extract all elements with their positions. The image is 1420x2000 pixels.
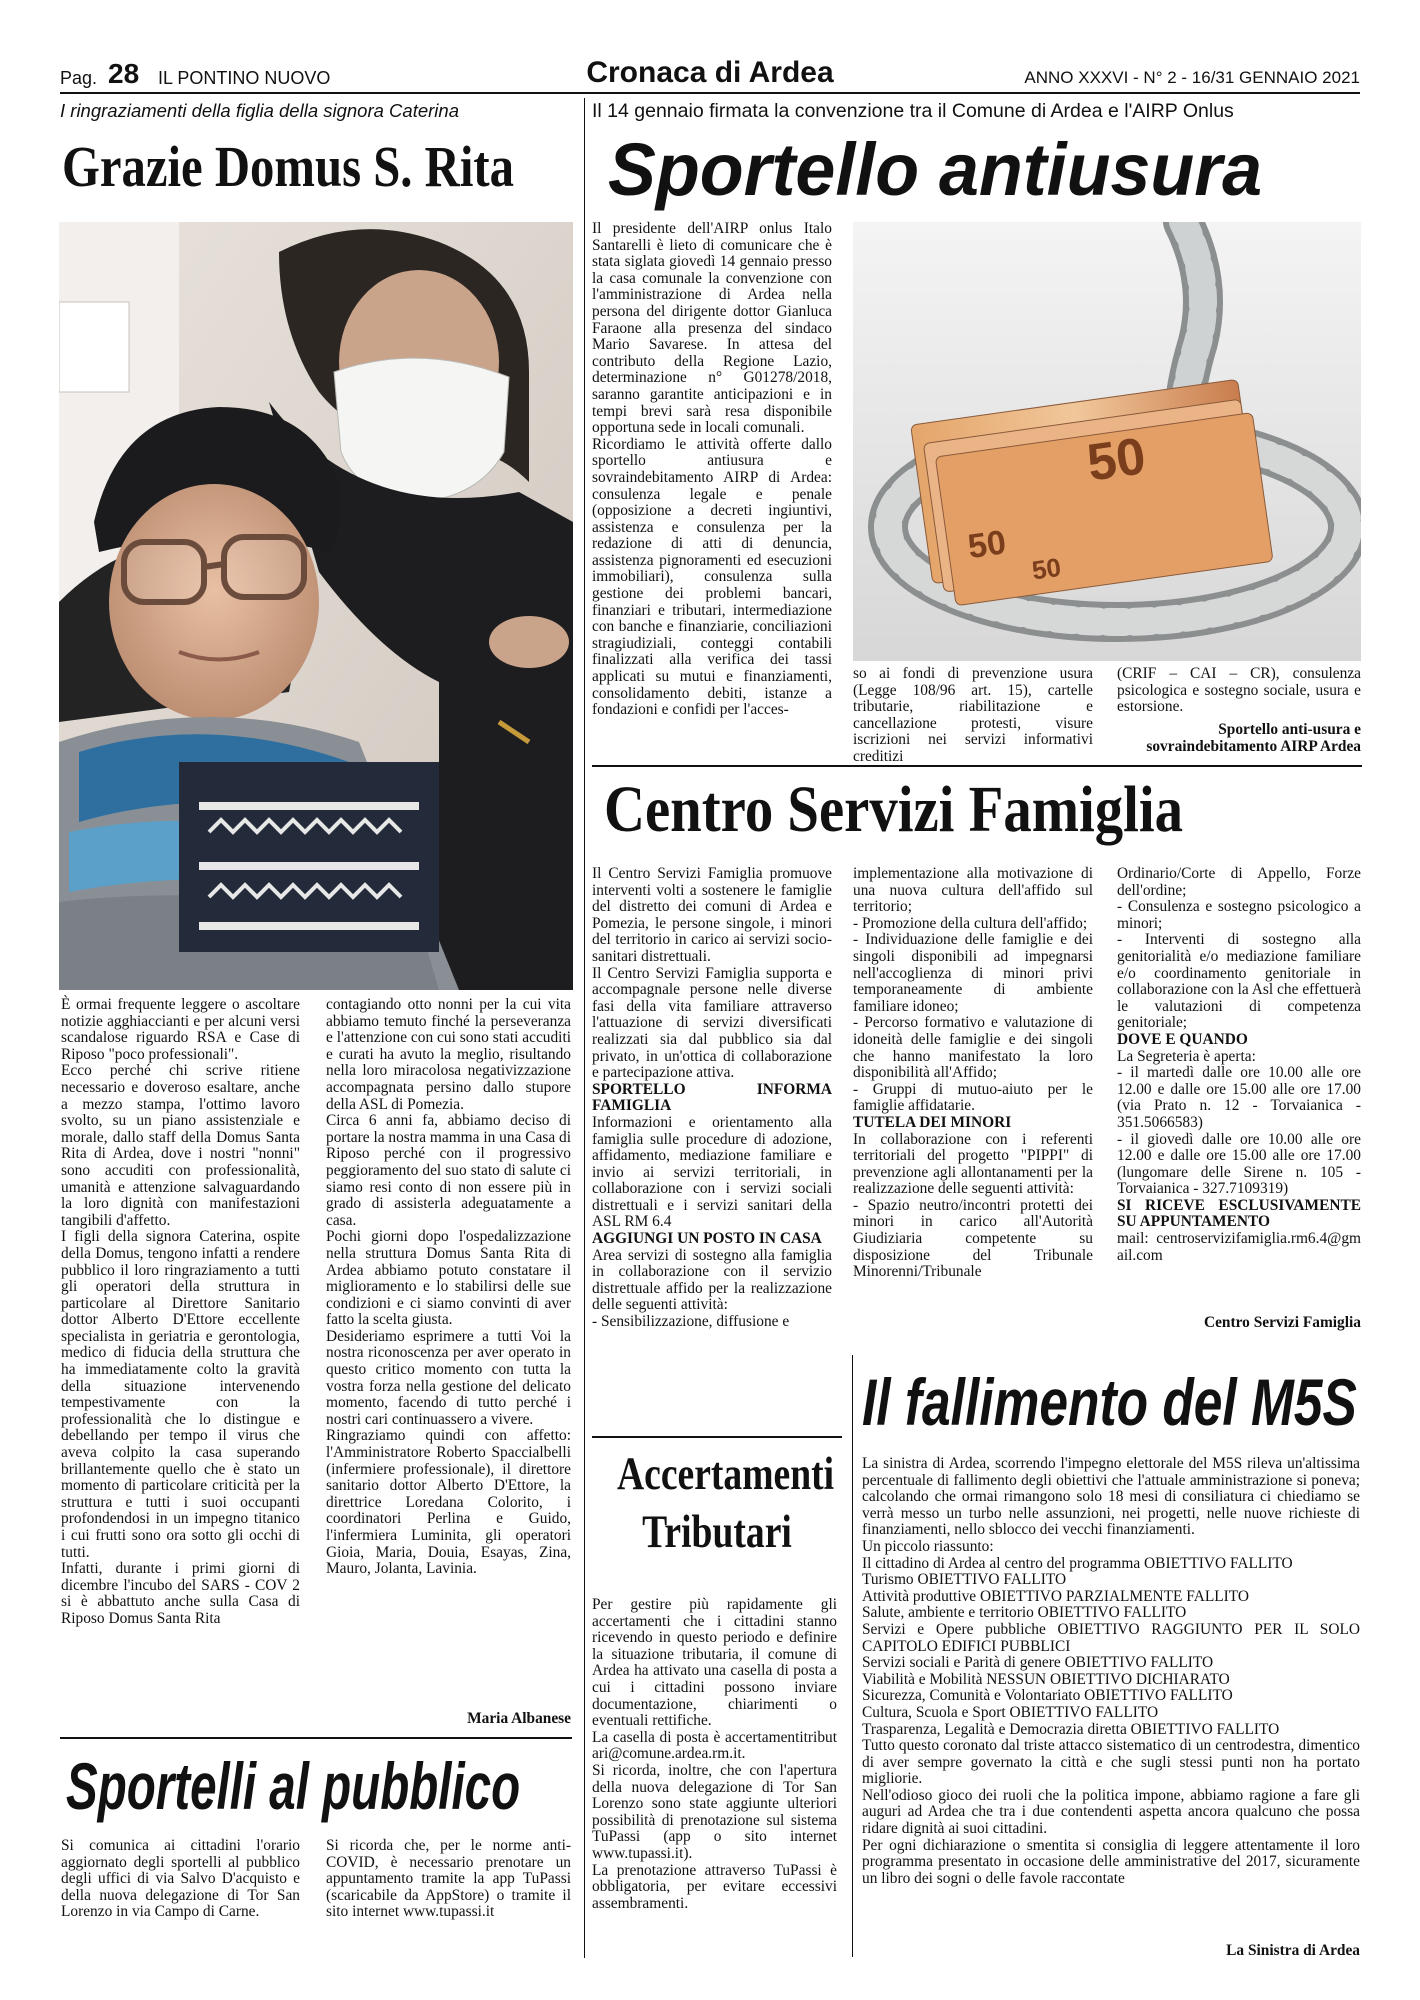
domus-kicker: I ringraziamenti della figlia della signora Caterina	[60, 100, 459, 121]
accertamenti-top-rule	[592, 1436, 842, 1438]
domus-headline	[62, 135, 572, 205]
famiglia-col3-p3: - Interventi di sostegno alla genitorialità e/o mediazione familiare e/o coordinamento genitoriale in collaborazione con la Asl che effettuerà le valutazioni di competenza genitoriale;	[1117, 931, 1361, 1032]
page-label: Pag.	[60, 68, 98, 88]
sportelli-headline-text: Sportelli al pubblico	[66, 1749, 521, 1823]
accertamenti-body	[592, 1597, 837, 1912]
sportelli-col2	[326, 1838, 571, 1921]
famiglia-headline	[604, 773, 1364, 853]
antiusura-headline	[608, 128, 1368, 212]
antiusura-col1-p1: Il presidente dell'AIRP onlus Italo Santarelli è lieto di comunicare che è stata siglata giovedì 14 gennaio presso la casa comunale la convenzione con l'amministrazione di Ardea nella persona del dirigente dottor Gianluca Faraone alla presenza del sindaco Mario Savarese. In attesa del contributo della Regione Lazio, determinazione n° G01278/2018, saranno garantite anticipazioni e in tempi brevi sarà resa disponibile opportuna sede in locali comunali.	[592, 220, 832, 437]
antiusura-photo-image	[853, 222, 1361, 661]
famiglia-col2-p2: - Promozione della cultura dell'affido;	[853, 914, 1088, 932]
domus-signature: Maria Albanese	[467, 1710, 571, 1727]
domus-col1-p2: Ecco perché chi scrive ritiene necessario e doveroso esaltare, anche a mezzo stampa, l'ottimo lavoro svolto, su un piano assistenziale e morale, dallo staff della Domus Santa Rita di Ardea, dove i nostri "nonni" sono accuditi con professionalità, umanità e attenzione salvaguardando la loro dignità con manifestazioni tangibili d'affetto.	[61, 1062, 300, 1229]
famiglia-headline-text: Centro Servizi Famiglia	[604, 773, 1184, 846]
accertamenti-p3: Si ricorda, inoltre, che con l'apertura della nuova delegazione di Tor San Lorenzo sono state aggiunte ulteriori possibilità di prenotazione sul sistema TuPassi (app o sito internet www.tupassi.it).	[592, 1761, 837, 1862]
m5s-left-rule	[852, 1355, 853, 1957]
m5s-headline	[862, 1362, 1362, 1446]
page-number: 28	[108, 58, 140, 89]
famiglia-col1-h1: SPORTELLO INFORMA FAMIGLIA	[592, 1080, 832, 1115]
accertamenti-p4: La prenotazione attraverso TuPassi è obbligatoria, per evitare eccessivi assembramenti.	[592, 1861, 837, 1912]
famiglia-col1-p3: Informazioni e orientamento alla famiglia sulle procedure di adozione, affidamento, mediazione familiare e invio ai servizi territoriali, in collaborazione con i servizi sociali distrettuali e i servizi sanitari della ASL RM 6.4	[592, 1113, 832, 1231]
famiglia-signature: Centro Servizi Famiglia	[1203, 1314, 1361, 1331]
m5s-item-3: Attività produttive OBIETTIVO PARZIALMENTE FALLITO	[862, 1587, 1250, 1605]
domus-photo-image	[59, 222, 573, 990]
m5s-headline-text: Il fallimento del M5S	[862, 1365, 1357, 1439]
antiusura-col2	[853, 666, 1093, 766]
antiusura-col2-p1: so ai fondi di prevenzione usura (Legge 108/96 art. 15), cartelle tributarie, riabilitazione e cancellazione protesti, visure iscrizioni nei servizi informativi creditizi	[853, 665, 1093, 765]
domus-col1-p3: I figli della signora Caterina, ospite della Domus, tengono infatti a rendere pubblico il loro ringraziamento a tutti gli operatori della struttura in particolare al Direttore Sanitario dottor Alberto D'Ettore eccellente specialista in geriatria e gerontologia, medico di fiducia della struttura che ha immediatamente colto la gravità della situazione intervenendo tempestivamente con la professionalità che lo distingue e debellando per tempo il virus che aveva colpito la casa superando brillantemente quello che è stato un momento di particolare criticità per la struttura e tutti i suoi occupanti profondendosi in un impegno titanico i cui frutti sono ora sotto gli occhi di tutti.	[61, 1228, 300, 1561]
m5s-signature: La Sinistra di Ardea	[1226, 1942, 1360, 1959]
antiusura-col1	[592, 221, 832, 719]
famiglia-col1-p1: Il Centro Servizi Famiglia promuove interventi volti a sostenere le famiglie del distretto dei comuni di Ardea e Pomezia, le persone singole, i minori del territorio in carico ai servizi socio-sanitari distrettuali.	[592, 865, 832, 965]
famiglia-col2-p3: - Individuazione delle famiglie e dei singoli disponibili ad impegnarsi nell'accoglienza di minori privi temporaneamente di ambiente familiare idoneo;	[853, 931, 1093, 1015]
page-column-divider	[584, 98, 585, 1958]
banknote-denomination-icon: 50	[1083, 427, 1150, 493]
famiglia-col3-h1: DOVE E QUANDO	[1117, 1030, 1248, 1048]
domus-col2-p4: Desideriamo esprimere a tutti Voi la nostra riconoscenza per aver operato in questo critico momento con tutta la vostra forza nella gestione del delicato momento, facendo di tutto perché i nostri cari continuassero a vivere.	[326, 1327, 571, 1428]
sportelli-col1-p1: Si comunica ai cittadini l'orario aggiornato degli sportelli al pubblico degli uffici di via Salvo D'acquisto e della nuova delegazione di Tor San Lorenzo in via Campo di Carne.	[61, 1837, 300, 1921]
accertamenti-p1: Per gestire più rapidamente gli accertamenti che i cittadini stanno ricevendo in questo periodo e definire la situazione tributaria, il comune di Ardea ha attivato una casella di posta a cui i cittadini possono inviare documentazione, chiarimenti o eventuali rettifiche.	[592, 1596, 837, 1730]
domus-col2-p3: Pochi giorni dopo l'ospedalizzazione nella struttura Domus Santa Rita di Ardea abbiamo potuto constatare il miglioramento e lo stabilirsi delle sue condizioni e ci siamo convinti di aver fatto la scelta giusta.	[326, 1228, 571, 1329]
famiglia-col2-p5: - Gruppi di mutuo-aiuto per le famiglie affidatarie.	[853, 1080, 1093, 1115]
famiglia-col3-h2: SI RICEVE ESCLUSIVAMENTE SU APPUNTAMENTO	[1117, 1196, 1361, 1231]
famiglia-col2-p4: - Percorso formativo e valutazione di idoneità delle famiglie e dei singoli che hanno manifestato la loro disponibilità all'Affido;	[853, 1014, 1093, 1082]
domus-col1-p1: È ormai frequente leggere o ascoltare notizie agghiaccianti e per alcuni versi scandalose riguardo RSA e Case di Riposo "poco professionali".	[61, 996, 300, 1063]
domus-body-col2	[326, 997, 571, 1578]
domus-headline-text: Grazie Domus S. Rita	[62, 134, 514, 199]
section-title: Cronaca di Ardea	[586, 56, 834, 89]
domus-photo	[59, 222, 573, 990]
m5s-item-8: Sicurezza, Comunità e Volontariato OBIETTIVO FALLITO	[862, 1687, 1233, 1705]
famiglia-col2	[853, 866, 1093, 1281]
domus-col2-p5: Ringraziamo quindi con affetto: l'Amministratore Roberto Spaccialbelli (infermiere professionale), il direttore sanitario dottor Alberto D'Ettore, la direttrice Loredana Colorito, i coordinatori Perlina e Guido, l'infermiera Luminita, gli operatori Gioia, Maria, Douia, Esayas, Zina, Mauro, Jolanta, Lavinia.	[326, 1427, 571, 1578]
accertamenti-p2: La casella di posta è accertamentitributari@comune.ardea.rm.it.	[592, 1728, 837, 1763]
m5s-outro-1: Tutto questo coronato dal triste attacco sistematico di un centrodestra, dimentico di aver sempre governato la città e che sugli stessi punti non ha portato migliorie.	[862, 1737, 1360, 1788]
antiusura-photo	[853, 222, 1361, 661]
famiglia-col3	[1117, 866, 1361, 1264]
famiglia-col1-p4: Area servizi di sostegno alla famiglia in collaborazione con il servizio distrettuale affido per la realizzazione delle seguenti attività:	[592, 1246, 832, 1314]
paper-name: IL PONTINO NUOVO	[158, 68, 331, 88]
famiglia-col3-email: mail: centroservizifamiglia.rm6.4@gmail.com	[1117, 1230, 1361, 1264]
accertamenti-headline-line2: Tributari	[642, 1506, 792, 1558]
m5s-item-6: Servizi sociali e Parità di genere OBIETTIVO FALLITO	[862, 1654, 1214, 1672]
svg-text:50: 50	[965, 523, 1009, 567]
antiusura-col3-p1: (CRIF – CAI – CR), consulenza psicologica e sostegno sociale, usura e estorsione.	[1117, 665, 1361, 716]
sportelli-col2-p1: Si ricorda che, per le norme anti-COVID, è necessario prenotare un appuntamento tramite la app TuPassi (scaricabile da AppStore) o tramite il sito internet www.tupassi.it	[326, 1837, 571, 1921]
m5s-item-10: Trasparenza, Legalità e Democrazia diretta OBIETTIVO FALLITO	[862, 1720, 1280, 1738]
domus-body-col1	[61, 997, 300, 1628]
m5s-item-1: Il cittadino di Ardea al centro del programma OBIETTIVO FALLITO	[862, 1554, 1293, 1572]
famiglia-col2-p1: implementazione alla motivazione di una nuova cultura dell'affido sul territorio;	[853, 865, 1093, 916]
famiglia-col1	[592, 866, 832, 1331]
famiglia-col3-p4: La Segreteria è aperta:	[1117, 1047, 1256, 1065]
sportelli-col1	[61, 1838, 300, 1921]
domus-col1-p4: Infatti, durante i primi giorni di dicembre l'incubo del SARS - COV 2 si è abbattuto anche sulla Casa di Riposo Domus Santa Rita	[61, 1560, 300, 1627]
accertamenti-headline	[592, 1445, 842, 1575]
m5s-item-2: Turismo OBIETTIVO FALLITO	[862, 1571, 1067, 1589]
famiglia-col1-p5: - Sensibilizzazione, diffusione e	[592, 1313, 790, 1331]
famiglia-col2-p7: - Spazio neutro/incontri protetti dei minori in carico all'Autorità Giudiziaria competente su disposizione del Tribunale Minorenni/Tribunale	[853, 1196, 1093, 1281]
m5s-item-5: Servizi e Opere pubbliche OBIETTIVO RAGGIUNTO PER IL SOLO CAPITOLO EDIFICI PUBBLICI	[862, 1620, 1360, 1655]
famiglia-col3-p1: Ordinario/Corte di Appello, Forze dell'ordine;	[1117, 865, 1361, 899]
antiusura-col3	[1117, 666, 1361, 716]
antiusura-col1-p2: Ricordiamo le attività offerte dallo sportello antiusura e sovraindebitamento AIRP di Ardea: consulenza legale e penale (opposizione a decreti ingiuntivi, assistenza e consulenza per la redazione di atti di denuncia, assistenza pignoramenti ed esecuzioni immobiliari), consulenza sulla gestione dei problemi bancari, finanziari e tributari, intermediazione con banche e finanziarie, conciliazioni stragiudiziali, conteggi contabili finalizzati alla verifica dei tassi applicati su mutui e finanziamenti, consolidamento debiti, istanze a fondazioni e confidi per l'acces-	[592, 435, 832, 719]
famiglia-col2-p6: In collaborazione con i referenti territoriali del progetto "PIPPI" di prevenzione agli allontanamenti per la realizzazione delle seguenti attività:	[853, 1130, 1093, 1198]
masthead-rule	[60, 92, 1360, 94]
m5s-item-7: Viabilità e Mobilità NESSUN OBIETTIVO DICHIARATO	[862, 1670, 1230, 1688]
antiusura-bottom-rule	[592, 765, 1362, 767]
antiusura-kicker: Il 14 gennaio firmata la convenzione tra il Comune di Ardea e l'AIRP Onlus	[592, 100, 1234, 122]
famiglia-col3-p2: - Consulenza e sostegno psicologico a minori;	[1117, 898, 1361, 932]
antiusura-headline-text: Sportello antiusura	[608, 128, 1263, 211]
famiglia-col1-h2: AGGIUNGI UN POSTO IN CASA	[592, 1230, 822, 1248]
famiglia-col2-h1: TUTELA DEI MINORI	[853, 1113, 1012, 1131]
famiglia-col3-p5: - il martedì dalle ore 10.00 alle ore 12.00 e dalle ore 15.00 alle ore 17.00 (via Prato n. 12 - Torvaianica - 351.5066583)	[1117, 1064, 1361, 1131]
m5s-outro-3: Per ogni dichiarazione o smentita si consiglia di leggere attentamente il loro programma presentato in occasione delle amministrative del 2017, sicuramente un libro dei sogni o delle favole raccontate	[862, 1836, 1360, 1887]
m5s-intro: La sinistra di Ardea, scorrendo l'impegno elettorale del M5S rileva un'altissima percentuale di fallimento degli obiettivi che l'attuale amministrazione si poneva; calcolando che ormai rimangono solo 18 mesi di consiliatura ci chiediamo se verrà messo un turbo nelle assunzioni, nei progetti, nelle nuove richieste di finanziamenti, nello sblocco dei vecchi finanziamenti.	[862, 1455, 1360, 1539]
issue-info: ANNO XXXVI - N° 2 - 16/31 GENNAIO 2021	[1024, 68, 1360, 87]
m5s-item-4: Salute, ambiente e territorio OBIETTIVO FALLITO	[862, 1604, 1187, 1622]
m5s-body	[862, 1456, 1360, 1887]
m5s-item-9: Cultura, Scuola e Sport OBIETTIVO FALLITO	[862, 1703, 1159, 1721]
famiglia-col3-p6: - il giovedì dalle ore 10.00 alle ore 12.00 e dalle ore 15.00 alle ore 17.00 (lungomare delle Sirene n. 105 - Torvaianica - 327.7109319)	[1117, 1130, 1361, 1198]
domus-col2-p2: Circa 6 anni fa, abbiamo deciso di portare la nostra mamma in una Casa di Riposo perché con il progressivo peggioramento del suo stato di salute ci siamo resi conto di non essere più in grado di assisterla adeguatamente a casa.	[326, 1112, 571, 1229]
m5s-list-intro: Un piccolo riassunto:	[862, 1537, 994, 1555]
svg-text:50: 50	[1029, 551, 1063, 586]
famiglia-col1-p2: Il Centro Servizi Famiglia supporta e accompagnale persone nelle diverse fasi della vita familiare attraverso l'attuazione di servizi diversificati realizzati sia dal pubblico sia dal privato, in un'ottica di collaborazione e partecipazione attiva.	[592, 964, 832, 1082]
sportelli-headline	[66, 1748, 576, 1828]
accertamenti-headline-line1: Accertamenti	[617, 1448, 835, 1500]
domus-col2-p1: contagiando otto nonni per la cui vita abbiamo temuto finché la perseveranza e l'attenzione con cui sono stati accuditi e curati ha avuto la meglio, risultando nella loro miracolosa negativizzazione accompagnata persino dallo stupore della ASL di Pomezia.	[326, 996, 571, 1113]
m5s-outro-2: Nell'odioso gioco dei ruoli che la politica impone, abbiamo ragione a fare gli auguri ad Ardea che tra i due contendenti aspetta ancora qualcuno che possa ridare dignità ai suoi cittadini.	[862, 1786, 1360, 1838]
antiusura-signature: Sportello anti-usura e sovraindebitamento AIRP Ardea	[1146, 721, 1361, 755]
masthead	[60, 58, 1360, 90]
domus-bottom-rule	[60, 1737, 572, 1739]
